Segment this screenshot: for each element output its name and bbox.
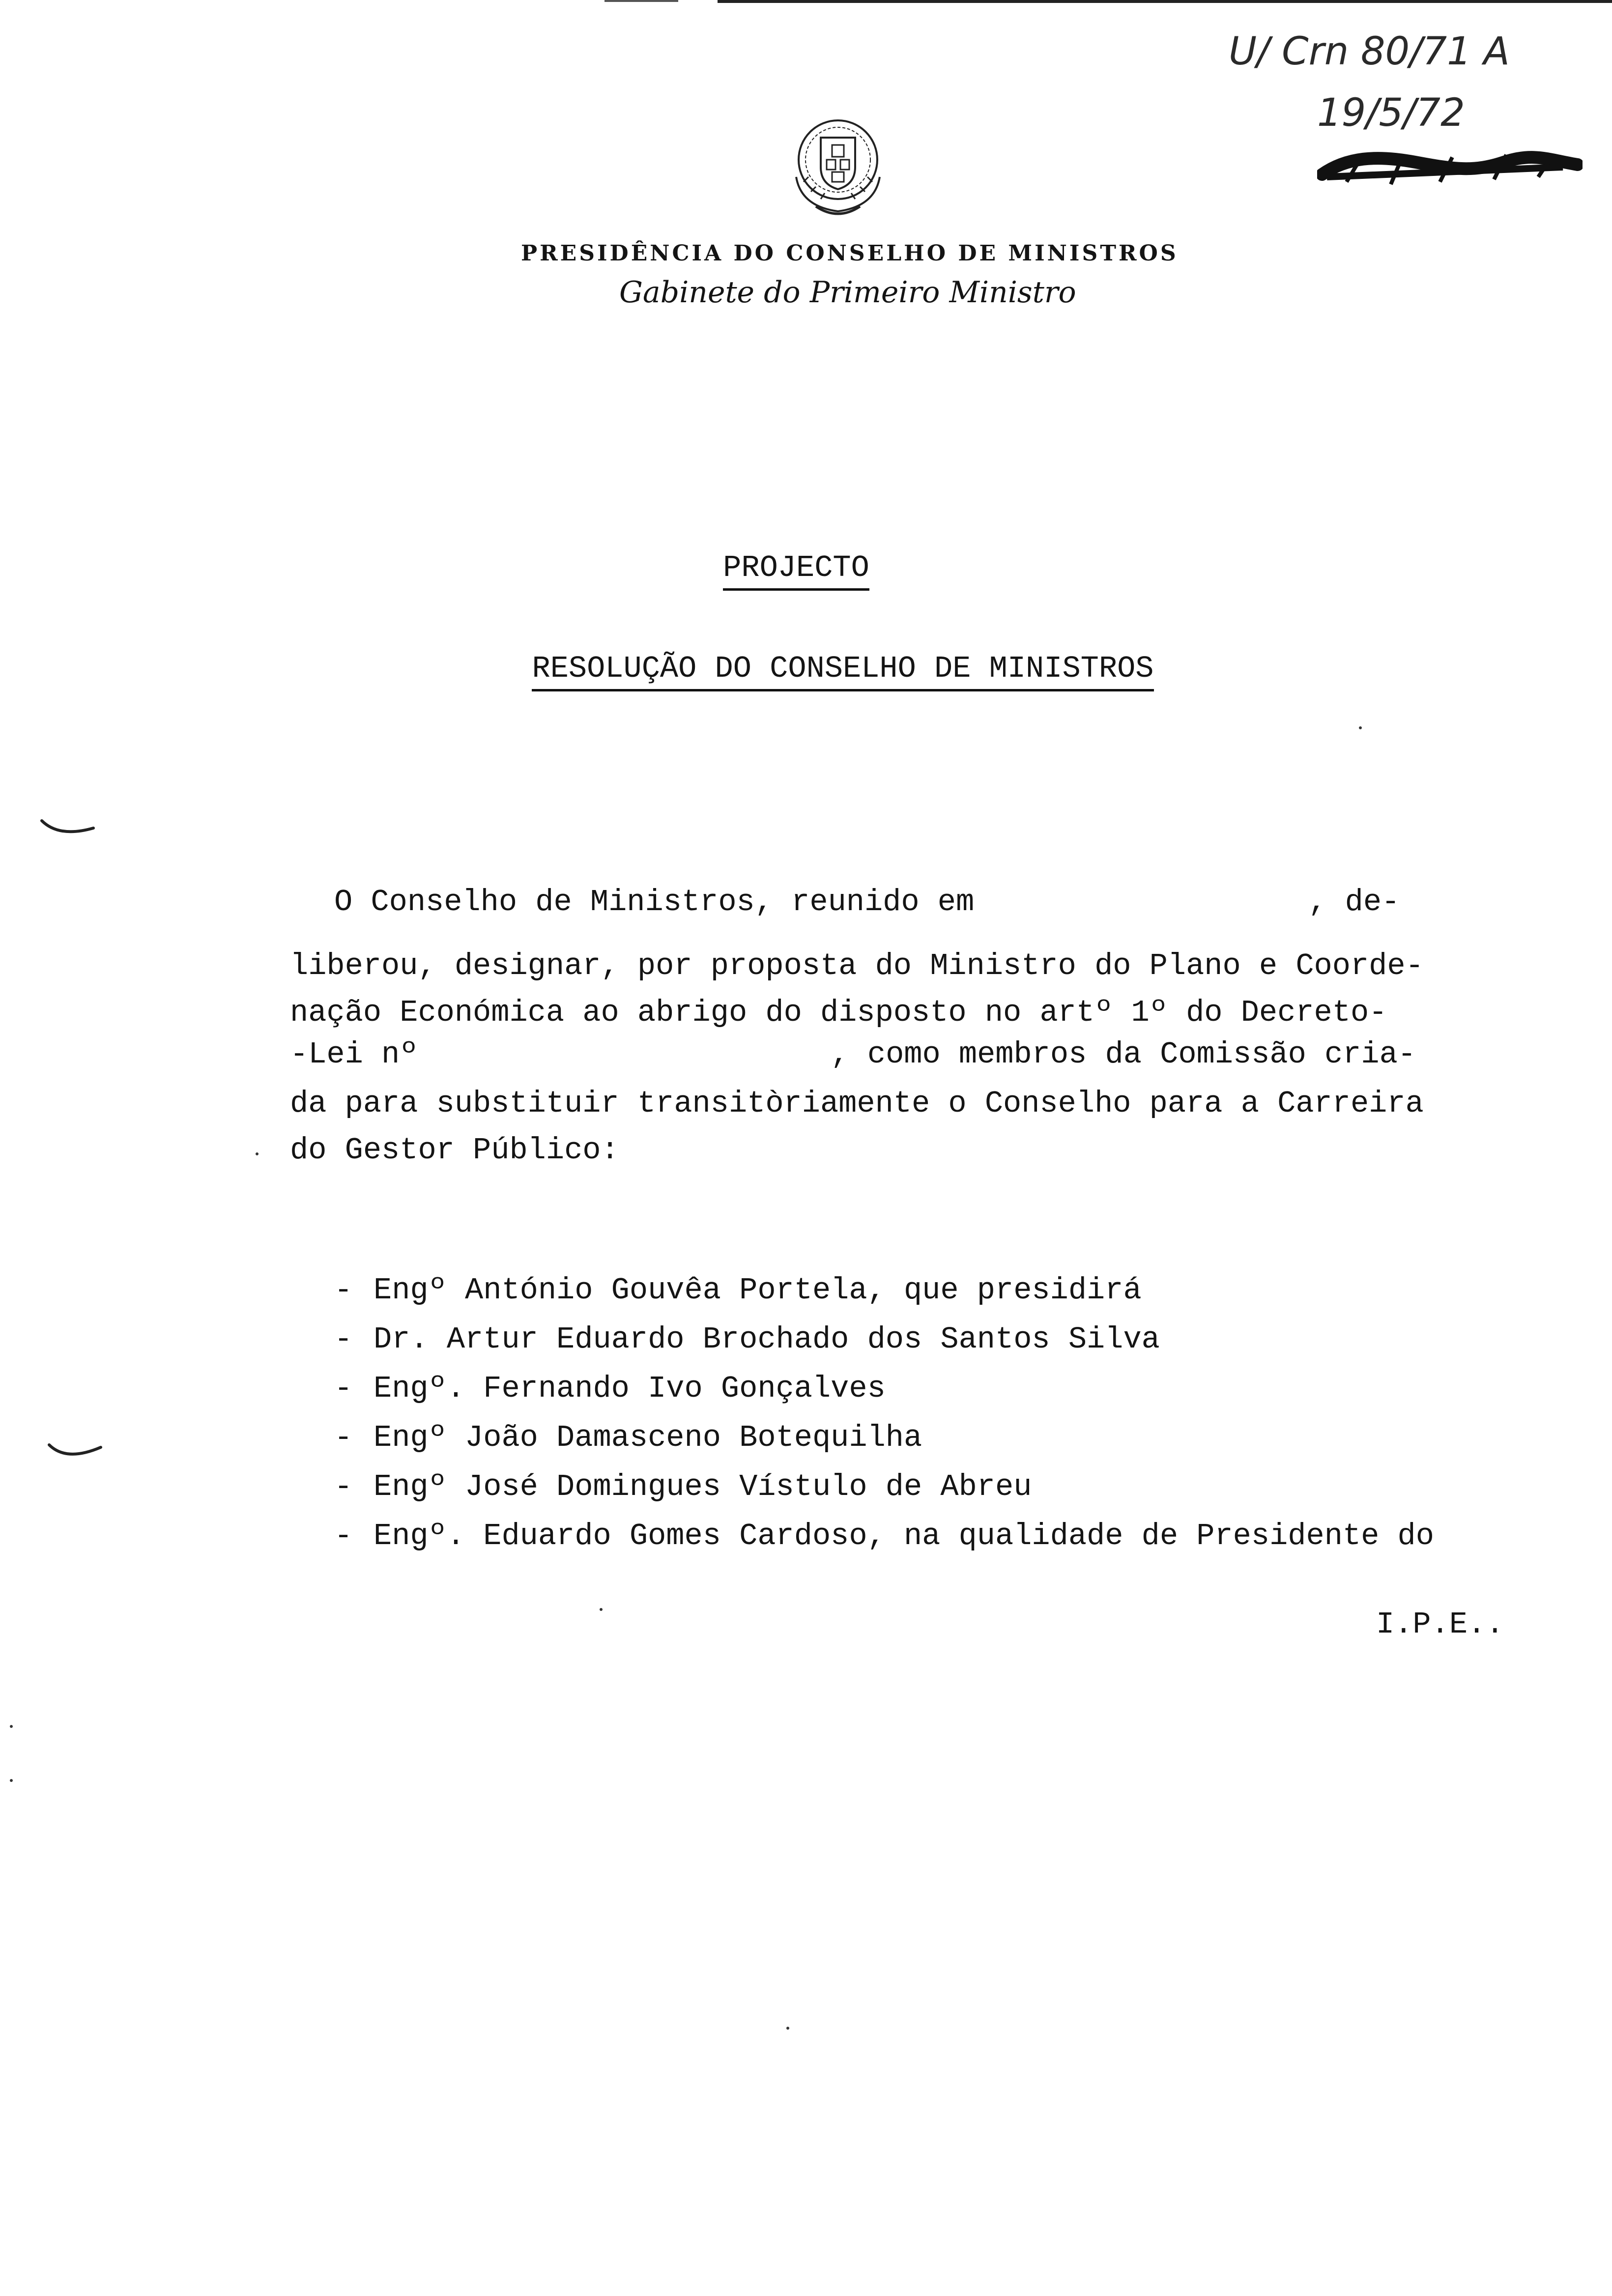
closing-abbreviation: I.P.E.. [1376,1607,1504,1642]
resolution-heading [491,651,1194,691]
margin-punch-mark [47,1440,106,1464]
member-item [334,1420,1434,1469]
scribbled-out-mark [1317,147,1583,192]
member-dash: - [334,1519,353,1553]
member-item [334,1519,1434,1568]
scan-edge-mark [604,0,678,2]
member-name: Engº António Gouvêa Portela, que presidirá [374,1273,1142,1308]
body-line-4-end: , como membros da Comissão cria- [831,1037,1416,1072]
resolution-heading-text: RESOLUÇÃO DO CONSELHO DE MINISTROS [532,651,1153,691]
handwritten-date: 19/5/72 [1317,91,1465,135]
margin-punch-mark [39,816,98,840]
body-line-4 [290,1037,1416,1072]
member-name: Engº. Eduardo Gomes Cardoso, na qualidade de Presidente do [374,1519,1434,1553]
member-dash: - [334,1420,353,1455]
scan-speck [786,2027,789,2030]
body-line-1-start: O Conselho de Ministros, reunido em [334,885,975,919]
office-title: PRESIDÊNCIA DO CONSELHO DE MINISTROS [521,241,1179,266]
scan-speck [10,1779,13,1782]
member-item [334,1469,1434,1519]
member-dash: - [334,1273,353,1308]
scan-edge-line [718,0,1612,3]
member-item [334,1322,1434,1371]
project-heading-text: PROJECTO [723,550,869,591]
body-line-1 [334,885,1400,919]
body-line-2: liberou, designar, por proposta do Ministro do Plano e Coorde- [290,948,1424,983]
member-item [334,1371,1434,1420]
cabinet-subtitle: Gabinete do Primeiro Ministro [619,275,1076,310]
member-dash: - [334,1371,353,1406]
scan-speck [1359,726,1362,729]
body-line-1-end: , de- [1308,885,1400,919]
member-item [334,1273,1434,1322]
scan-speck [600,1608,603,1611]
coat-of-arms-emblem [781,108,894,226]
scan-speck [256,1152,259,1155]
member-list [334,1273,1434,1568]
scan-speck [10,1725,13,1728]
member-dash: - [334,1469,353,1504]
body-line-6: do Gestor Público: [290,1133,619,1168]
member-dash: - [334,1322,353,1357]
member-name: Dr. Artur Eduardo Brochado dos Santos Silva [374,1322,1160,1357]
member-name: Engº José Domingues Vístulo de Abreu [374,1469,1032,1504]
member-name: Engº João Damasceno Botequilha [374,1420,922,1455]
body-line-3: nação Económica ao abrigo do disposto no artº 1º do Decreto- [290,995,1387,1030]
body-line-4-start: -Lei nº [290,1037,418,1072]
handwritten-reference: U/ Crn 80/71 A [1229,29,1510,74]
member-name: Engº. Fernando Ivo Gonçalves [374,1371,886,1406]
body-line-5: da para substituir transitòriamente o Conselho para a Carreira [290,1086,1424,1121]
project-heading [639,550,953,591]
